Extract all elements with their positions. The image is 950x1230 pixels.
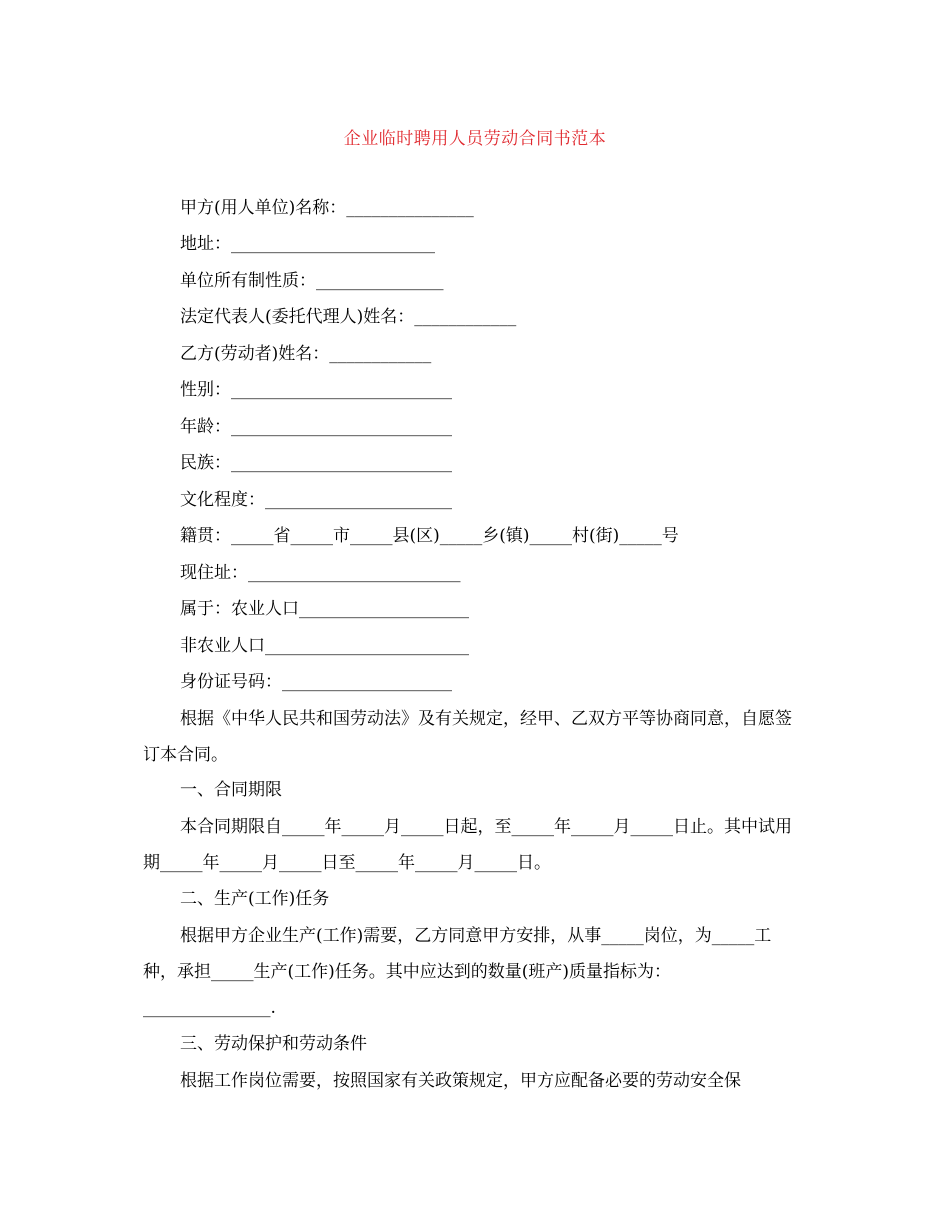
field-id-number: 身份证号码：____________________ [180,672,452,692]
field-employer-name: 甲方(用人单位)名称：_______________ [180,198,474,218]
field-current-address: 现住址：_________________________ [180,563,461,583]
section2-heading: 二、生产(工作)任务 [180,889,330,909]
section1-paragraph [143,809,803,881]
field-employee-name: 乙方(劳动者)姓名：____________ [180,344,432,364]
section1-text: 本合同期限自_____年_____月_____日起，至_____年_____月_____日止。其中试用期_____年_____月_____日至_____年_____月_____日。 [143,817,792,873]
field-address: 地址：________________________ [180,234,435,254]
field-gender: 性别：__________________________ [180,380,452,400]
section3-heading: 三、劳动保护和劳动条件 [180,1034,367,1054]
preamble-paragraph [143,701,803,773]
section2-paragraph [143,918,803,1026]
section3-text: 根据工作岗位需要，按照国家有关政策规定，甲方应配备必要的劳动安全保 [180,1071,741,1091]
field-ethnicity: 民族：__________________________ [180,453,452,473]
section2-text: 根据甲方企业生产(工作)需要，乙方同意甲方安排，从事_____岗位，为_____工种，承担_____生产(工作)任务。其中应达到的数量(班产)质量指标为：_______________. [143,926,772,1018]
field-age: 年龄：__________________________ [180,417,452,437]
section3-paragraph [143,1063,803,1099]
document-title: 企业临时聘用人员劳动合同书范本 [343,129,607,149]
field-native-place: 籍贯：_____省_____市_____县(区)_____乡(镇)_____村(街)_____号 [180,526,679,546]
field-legal-representative: 法定代表人(委托代理人)姓名：____________ [180,307,517,327]
field-education: 文化程度：______________________ [180,490,452,510]
preamble-text: 根据《中华人民共和国劳动法》及有关规定，经甲、乙双方平等协商同意，自愿签订本合同。 [143,709,792,765]
section1-heading: 一、合同期限 [180,780,282,800]
field-ownership-type: 单位所有制性质：_______________ [180,271,444,291]
field-non-agricultural: 非农业人口________________________ [180,636,469,656]
field-agricultural: 属于：农业人口____________________ [180,599,469,619]
